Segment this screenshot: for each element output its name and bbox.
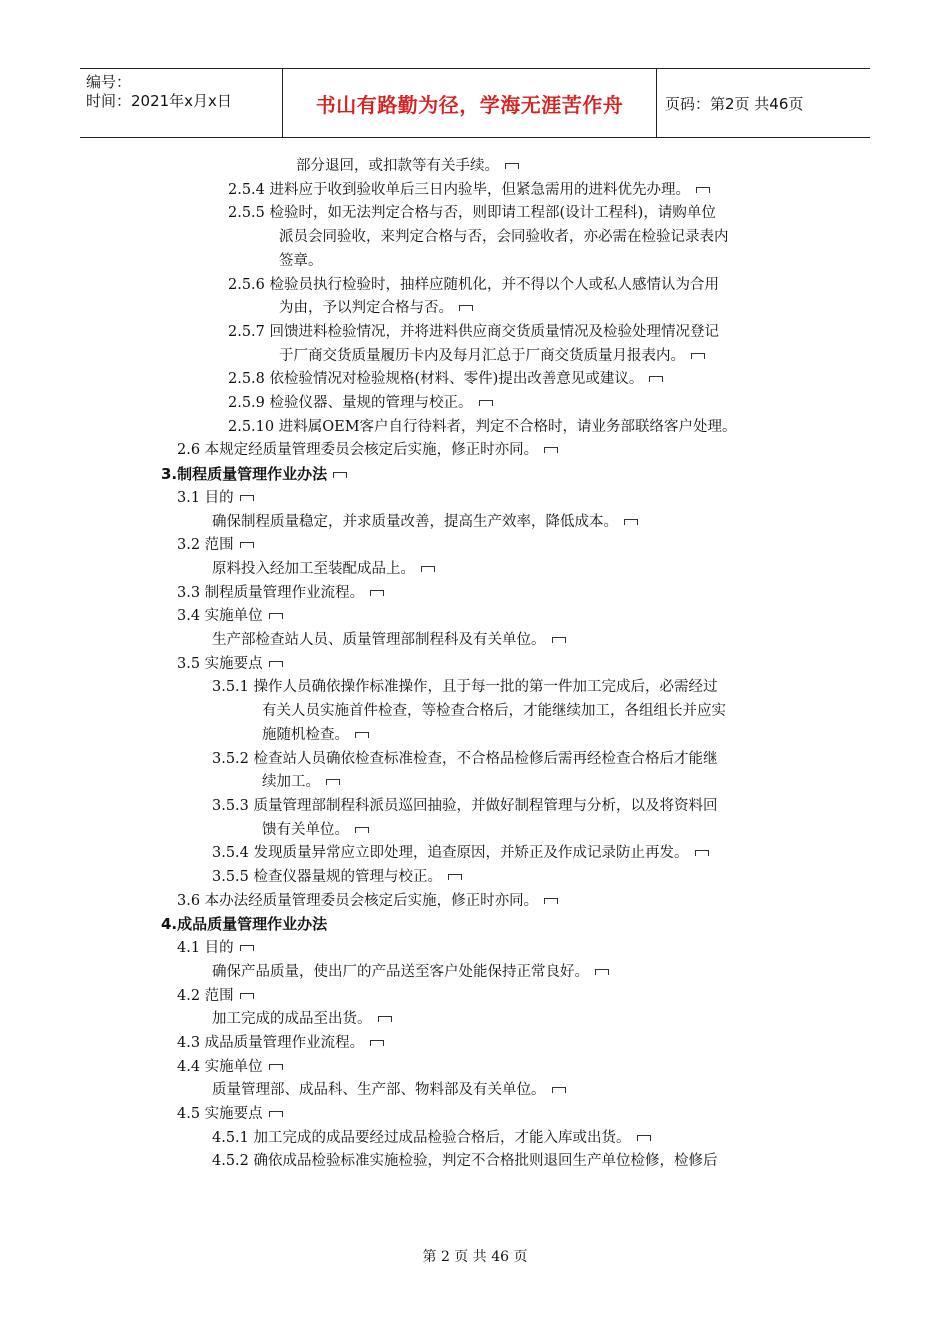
line-text: 4.1 目的 [177, 940, 234, 957]
body-line [228, 273, 719, 297]
body-line [212, 1078, 566, 1102]
line-text: 派员会同验收，来判定合格与否，会同验收者，亦必需在检验记录表内 [279, 229, 729, 246]
body-line [228, 391, 493, 415]
paragraph-mark-icon [695, 850, 709, 856]
line-text: 3.3 制程质量管理作业流程。 [177, 584, 365, 601]
body-line [279, 344, 705, 368]
line-text: 质量管理部、成品科、生产部、物料部及有关单位。 [212, 1082, 546, 1099]
line-text: 3.5.5 检查仪器量规的管理与校正。 [212, 869, 443, 885]
paragraph-mark-icon [649, 376, 663, 382]
line-text: 原料投入经加工至装配成品上。 [212, 560, 415, 577]
body-line [262, 723, 369, 747]
paragraph-mark-icon [696, 187, 710, 193]
body-line [228, 201, 716, 225]
body-line [279, 249, 323, 273]
line-text: 2.5.9 检验仪器、量规的管理与校正。 [228, 395, 473, 411]
header-motto: 书山有路勤为径，学海无涯苦作舟 [315, 92, 624, 117]
line-text: 4.2 范围 [177, 987, 234, 1004]
line-text: 3.5 实施要点 [177, 655, 263, 672]
body-line [212, 960, 609, 984]
body-line [177, 438, 558, 462]
paragraph-mark-icon [370, 590, 384, 596]
header-page-info: 页码：第2页 共46页 [665, 94, 804, 113]
body-line [262, 818, 369, 842]
paragraph-mark-icon [378, 1016, 392, 1022]
section-heading [161, 912, 327, 936]
body-line [212, 628, 566, 652]
line-text: 2.5.8 依检验情况对检验规格(材料、零件)提出改善意见或建议。 [228, 371, 644, 388]
line-text: 确保产品质量，使出厂的产品送至客户处能保持正常良好。 [212, 963, 589, 980]
body-line [177, 984, 254, 1008]
header-motto-cell [283, 69, 657, 137]
body-line [177, 1055, 283, 1079]
paragraph-mark-icon [505, 163, 519, 169]
body-line [212, 510, 638, 534]
paragraph-mark-icon [595, 969, 609, 975]
body-line [228, 320, 719, 344]
paragraph-mark-icon [552, 637, 566, 643]
body-line [228, 178, 710, 202]
line-text: 2.5.10 进料属OEM客户自行待料者，判定不合格时，请业务部联络客户处理。 [228, 418, 737, 435]
body-line [212, 675, 718, 699]
body-line [212, 747, 718, 771]
line-text: 2.5.5 检验时，如无法判定合格与否，则即请工程部(设计工程科)，请购单位 [228, 205, 716, 222]
body-line [177, 1102, 283, 1126]
paragraph-mark-icon [240, 542, 254, 548]
paragraph-mark-icon [240, 495, 254, 501]
paragraph-mark-icon [269, 613, 283, 619]
body-line [177, 486, 254, 510]
body-line [262, 699, 726, 723]
paragraph-mark-icon [333, 472, 347, 478]
body-line [212, 1149, 718, 1173]
body-line [177, 652, 283, 676]
line-text: 3.5.4 发现质量异常应立即处理，追查原因，并矫正及作成记录防止再发。 [212, 845, 689, 862]
body-line [177, 936, 254, 960]
line-text: 3.5.3 质量管理部制程科派员巡回抽验，并做好制程管理与分析，以及将资料回 [212, 797, 718, 814]
line-text: 续加工。 [262, 774, 320, 791]
paragraph-mark-icon [448, 874, 462, 880]
line-text: 2.6 本规定经质量管理委员会核定后实施，修正时亦同。 [177, 442, 539, 459]
paragraph-mark-icon [269, 1064, 283, 1070]
body-line [212, 1126, 651, 1150]
document-number-label: 编号： [86, 73, 132, 91]
line-text: 2.5.7 回馈进料检验情况，并将进料供应商交货质量情况及检验处理情况登记 [228, 323, 720, 340]
body-line [262, 770, 340, 794]
paragraph-mark-icon [544, 898, 558, 904]
body-line [228, 367, 663, 391]
body-line [279, 296, 473, 320]
line-text: 4.5.2 确依成品检验标准实施检验，判定不合格批则退回生产单位检修，检修后 [212, 1153, 718, 1170]
line-text: 3.1 目的 [177, 489, 234, 506]
paragraph-mark-icon [544, 447, 558, 453]
body-line [296, 154, 519, 178]
body-line [177, 604, 283, 628]
body-line [212, 794, 718, 818]
line-text: 签章。 [279, 252, 323, 269]
paragraph-mark-icon [552, 1087, 566, 1093]
body-line [212, 841, 709, 865]
paragraph-mark-icon [269, 1111, 283, 1117]
paragraph-mark-icon [691, 353, 705, 359]
line-text: 为由，予以判定合格与否。 [279, 300, 453, 317]
line-text: 部分退回，或扣款等有关手续。 [296, 158, 499, 174]
line-text: 4.成品质量管理作业办法 [161, 915, 328, 934]
line-text: 生产部检查站人员、质量管理部制程科及有关单位。 [212, 632, 546, 648]
body-line [212, 865, 462, 889]
page-header [80, 68, 870, 138]
body-line [177, 581, 384, 605]
paragraph-mark-icon [637, 1135, 651, 1141]
paragraph-mark-icon [479, 400, 493, 406]
line-text: 4.5 实施要点 [177, 1106, 263, 1122]
line-text: 加工完成的成品至出货。 [212, 1011, 372, 1028]
header-meta [80, 69, 283, 137]
body-line [177, 533, 254, 557]
line-text: 3.4 实施单位 [177, 608, 263, 625]
paragraph-mark-icon [624, 519, 638, 525]
paragraph-mark-icon [269, 661, 283, 667]
body-line [212, 557, 435, 581]
paragraph-mark-icon [355, 827, 369, 833]
paragraph-mark-icon [355, 732, 369, 738]
body-line [177, 889, 558, 913]
body-line [212, 1007, 392, 1031]
line-text: 3.2 范围 [177, 537, 234, 554]
line-text: 3.5.1 操作人员确依操作标准操作，且于每一批的第一件加工完成后，必需经过 [212, 679, 718, 696]
paragraph-mark-icon [421, 566, 435, 572]
paragraph-mark-icon [240, 993, 254, 999]
paragraph-mark-icon [240, 945, 254, 951]
line-text: 3.制程质量管理作业办法 [161, 465, 328, 484]
paragraph-mark-icon [370, 1040, 384, 1046]
page-footer: 第 2 页 共 46 页 [422, 1249, 528, 1265]
line-text: 4.4 实施单位 [177, 1058, 263, 1075]
line-text: 2.5.6 检验员执行检验时，抽样应随机化，并不得以个人或私人感情认为合用 [228, 276, 720, 293]
line-text: 2.5.4 进料应于收到验收单后三日内验毕，但紧急需用的进料优先办理。 [228, 181, 691, 198]
line-text: 4.5.1 加工完成的成品要经过成品检验合格后，才能入库或出货。 [212, 1129, 631, 1146]
line-text: 施随机检查。 [262, 726, 349, 743]
paragraph-mark-icon [326, 779, 340, 785]
line-text: 3.6 本办法经质量管理委员会核定后实施，修正时亦同。 [177, 892, 539, 909]
paragraph-mark-icon [459, 305, 473, 311]
body-line [228, 415, 737, 439]
line-text: 于厂商交货质量履历卡内及每月汇总于厂商交货质量月报表内。 [279, 347, 685, 364]
document-time-label: 时间：2021年x月x日 [86, 92, 232, 110]
line-text: 确保制程质量稳定，并求质量改善，提高生产效率，降低成本。 [212, 513, 618, 530]
section-heading [161, 462, 347, 486]
line-text: 有关人员实施首件检查，等检查合格后，才能继续加工，各组组长并应实 [262, 703, 726, 720]
line-text: 3.5.2 检查站人员确依检查标准检查，不合格品检修后需再经检查合格后才能继 [212, 750, 718, 767]
body-line [177, 1031, 384, 1055]
line-text: 4.3 成品质量管理作业流程。 [177, 1034, 365, 1051]
line-text: 馈有关单位。 [262, 821, 349, 838]
body-line [279, 225, 729, 249]
